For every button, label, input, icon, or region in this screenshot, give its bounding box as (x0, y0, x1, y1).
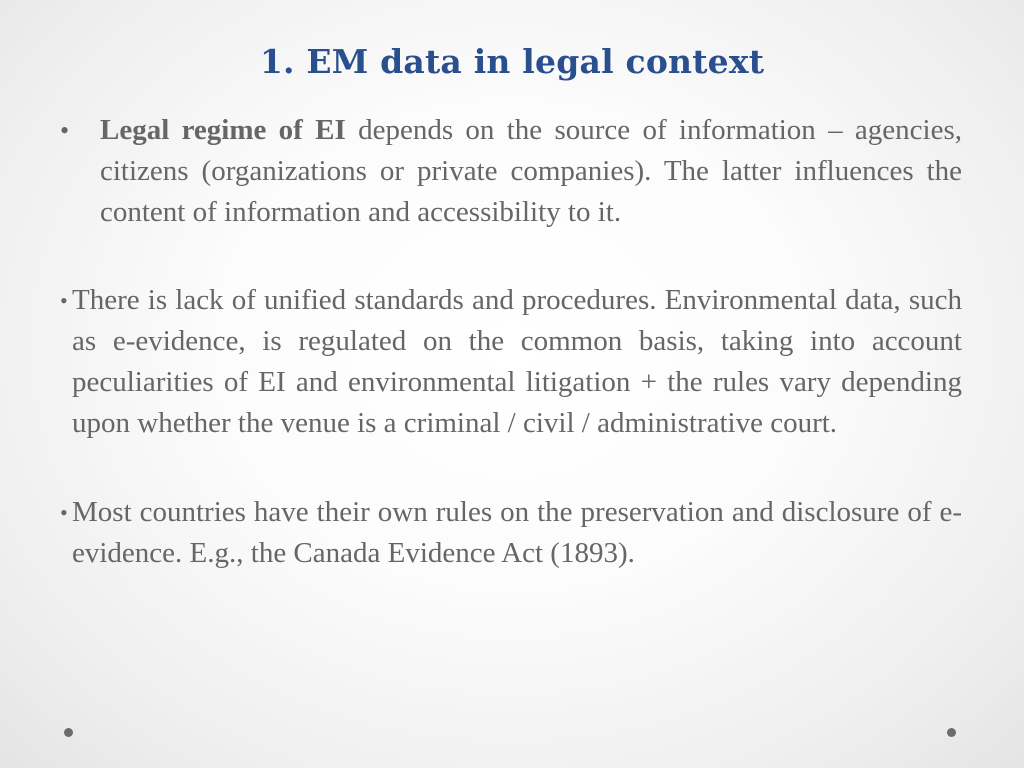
bullet-text: Most countries have their own rules on the preservation and disclosure of e-evidence. E.g., the Canada Evidence Act (1893). (72, 496, 962, 569)
bullet-marker: • (60, 116, 70, 145)
decorative-dot-right (947, 728, 956, 737)
bullet-bold-lead: Legal regime of EI (100, 114, 346, 146)
bullet-item-3 (60, 492, 962, 574)
bullet-marker: • (60, 288, 68, 313)
bullet-text: depends on the source of information – agencies, citizens (organizations or private companies). The latter influences the content of information and accessibility to it. (100, 114, 962, 228)
bullet-text: There is lack of unified standards and procedures. Environmental data, such as e-evidence, is regulated on the common basis, taking into account peculiarities of EI and environmental litigation + the rules vary depending upon whether the venue is a criminal / civil / administrative court. (72, 284, 962, 439)
bullet-item-2 (60, 280, 962, 444)
bullet-marker: • (60, 500, 68, 525)
bullet-item-1 (60, 110, 962, 233)
decorative-dot-left (64, 728, 73, 737)
slide-title: 1. EM data in legal context (259, 42, 765, 81)
